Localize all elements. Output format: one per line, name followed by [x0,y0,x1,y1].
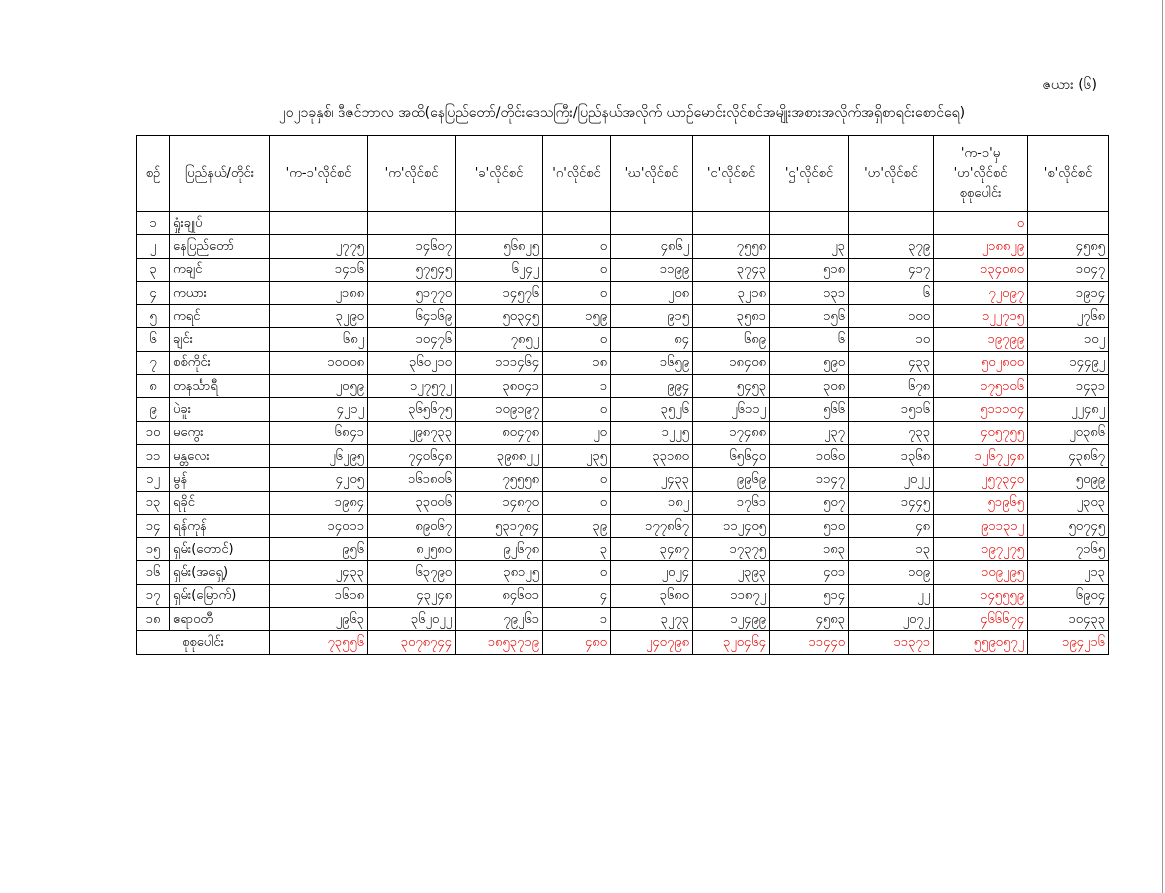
value-cell: ၂၂၄၈၂ [1028,398,1109,421]
value-cell: ၄၁၇ [849,258,934,281]
value-cell: ၁၅၆ [770,305,849,328]
value-cell: ၄၅၈၅ [1028,235,1109,258]
subtotal-cell: ၁၉၇၂၇၅ [934,538,1028,561]
value-cell: ၁၃၁ [770,281,849,304]
value-cell: ၉၅၆ [270,538,368,561]
table-row [137,258,1109,281]
value-cell: ၂၀၅၉ [270,375,368,398]
header-ka-license: 'က'လိုင်စင် [368,136,456,212]
serial-number-cell: ၁၅ [137,538,170,561]
value-cell: ၁၀၉ [849,561,934,584]
value-cell: ၁၄၄၅ [849,491,934,514]
value-cell: ၄၃၃ [849,351,934,374]
total-value-cell: ၁၁၃၇၁ [849,631,934,654]
subtotal-cell: ၁၀၉၂၉၅ [934,561,1028,584]
serial-number-cell: ၄ [137,281,170,304]
value-cell: ၂၁၈၈ [270,281,368,304]
serial-number-cell: ၁၆ [137,561,170,584]
value-cell: ၅၀၃၄၅ [456,305,543,328]
value-cell: ၇၃၃ [849,421,934,444]
header-region: ပြည်နယ်/တိုင်း [170,136,270,212]
header-ttha-license: 'ဌ'လိုင်စင် [770,136,849,212]
serial-number-cell: ၂ [137,235,170,258]
value-cell: ၇၁၆၅ [1028,538,1109,561]
value-cell: ၇၅၅၈ [693,235,770,258]
header-nga-license: 'င'လိုင်စင် [693,136,770,212]
subtotal-cell: ၄၀၅၇၅၅ [934,421,1028,444]
value-cell: ၁၃ [849,538,934,561]
serial-number-cell: ၃ [137,258,170,281]
value-cell: ၀ [543,398,611,421]
region-name-cell: ရှမ်း(မြောက်) [170,584,270,607]
value-cell: ၂၀၂၂ [849,468,934,491]
value-cell: ၄ [543,584,611,607]
value-cell: ၁၄၅၇၆ [456,281,543,304]
value-cell: ၃၂၇၃ [611,608,693,631]
table-row [137,514,1109,537]
total-value-cell: ၃၂၀၄၆၄ [693,631,770,654]
value-cell: ၁၁၉၉ [611,258,693,281]
value-cell [543,212,611,235]
value-cell: ၁၀၄၇၆ [368,328,456,351]
subtotal-cell: ၀ [934,212,1028,235]
value-cell: ၂၃၇ [770,421,849,444]
value-cell: ၃၆၀၂၁၀ [368,351,456,374]
subtotal-cell: ၅၁၉၆၅ [934,491,1028,514]
value-cell: ၆၈၉ [693,328,770,351]
table-row [137,235,1109,258]
value-cell [693,212,770,235]
value-cell [368,212,456,235]
value-cell: ၂၀၇၂ [849,608,934,631]
value-cell: ၀ [543,561,611,584]
serial-number-cell: ၁၀ [137,421,170,444]
value-cell: ၂၀၃၈၆ [1028,421,1109,444]
value-cell: ၁၆၁၈ [270,584,368,607]
value-cell: ၄၃၈၆၇ [1028,444,1109,467]
value-cell: ၃၃၁၈၀ [611,444,693,467]
table-row [137,212,1109,235]
value-cell: ၁၀၂ [1028,328,1109,351]
serial-number-cell: ၉ [137,398,170,421]
value-cell: ၉၉၆၉ [693,468,770,491]
value-cell: ၂၀၂၄ [611,561,693,584]
region-name-cell: မကွေး [170,421,270,444]
value-cell: ၃၃၀၀၆ [368,491,456,514]
total-label-cell: စုစုပေါင်း [137,631,270,654]
value-cell: ၁၂၇၅၇၂ [368,375,456,398]
value-cell: ၁၁၂၄၀၅ [693,514,770,537]
region-name-cell: ရှုံးချုပ် [170,212,270,235]
region-name-cell: တနင်္သာရီ [170,375,270,398]
serial-number-cell: ၇ [137,351,170,374]
value-cell: ၅၁၄ [770,584,849,607]
value-cell: ၀ [543,491,611,514]
value-cell: ၆ [849,281,934,304]
value-cell: ၁၀ [849,328,934,351]
table-row [137,561,1109,584]
value-cell: ၇၄၀၆၄၈ [368,444,456,467]
table-row [137,444,1109,467]
value-cell: ၆၇၈ [849,375,934,398]
total-row [137,631,1109,654]
value-cell: ၅၁၈ [770,258,849,281]
value-cell: ၁၄၄၉၂ [1028,351,1109,374]
value-cell: ၅၇၅၄၅ [368,258,456,281]
value-cell [456,212,543,235]
total-value-cell: ၂၄၀၇၉၈ [611,631,693,654]
value-cell: ၅၀၇၄၅ [1028,514,1109,537]
value-cell: ၃၆၂၀၂၂ [368,608,456,631]
region-name-cell: ဧရာဝတီ [170,608,270,631]
subtotal-cell: ၅၀၂၈၀၀ [934,351,1028,374]
value-cell: ၆၂၄၂ [456,258,543,281]
table-row [137,584,1109,607]
value-cell: ၂၁၃ [1028,561,1109,584]
value-cell: ၃၄၈၇ [611,538,693,561]
value-cell [270,212,368,235]
value-cell: ၈၉၀၆၇ [368,514,456,537]
value-cell: ၉၉၄ [611,375,693,398]
subtotal-cell: ၁၉၇၉၉ [934,328,1028,351]
subtotal-cell: ၂၅၇၃၄၀ [934,468,1028,491]
value-cell: ၁၀၄၃၃ [1028,608,1109,631]
value-cell: ၂၀ [543,421,611,444]
value-cell: ၄၈၆၂ [611,235,693,258]
value-cell: ၅၉၀ [770,351,849,374]
subtotal-cell: ၁၇၅၁၀၆ [934,375,1028,398]
value-cell: ၄၂၀၅ [270,468,368,491]
table-row [137,281,1109,304]
value-cell: ၈၂၅၈၀ [368,538,456,561]
subtotal-cell: ၅၁၁၁၀၄ [934,398,1028,421]
value-cell: ၁၇၆၁ [693,491,770,514]
value-cell: ၃ [543,538,611,561]
value-cell: ၀ [543,328,611,351]
table-row [137,351,1109,374]
value-cell: ၃၉ [543,514,611,537]
value-cell: ၁၃၆၈ [849,444,934,467]
table-row [137,538,1109,561]
value-cell: ၂၉၆၃ [270,608,368,631]
value-cell: ၅၆၆ [770,398,849,421]
value-cell: ၈၄၆၀၁ [456,584,543,607]
value-cell: ၅၁၇၇၀ [368,281,456,304]
region-name-cell: နေပြည်တော် [170,235,270,258]
value-cell: ၃၅၂၆ [611,398,693,421]
value-cell: ၁၄၁၆ [270,258,368,281]
value-cell: ၃၂၁၈ [693,281,770,304]
table-row [137,608,1109,631]
table-row [137,421,1109,444]
value-cell: ၉၂၆၇၈ [456,538,543,561]
region-name-cell: ကရင် [170,305,270,328]
value-cell: ၃၆၈၀ [611,584,693,607]
value-cell: ၁၂၂၅ [611,421,693,444]
value-cell: ၁၉၈၄ [270,491,368,514]
value-cell: ၂၉၈၇၃၃ [368,421,456,444]
document-title: ၂၀၂၁ခုနှစ်၊ ဒီဇင်ဘာလ အထိ(နေပြည်တော်/တိုင်းဒေသကြီး/ပြည်နယ်အလိုက် ယာဉ်မောင်းလိုင်စင်အမျိုးအစားအလိုက်အရှိစာရင်းစောင်ရေ) [278,105,966,121]
header-kha-license: 'ခ'လိုင်စင် [456,136,543,212]
value-cell: ၁၀၉၁၉၇ [456,398,543,421]
serial-number-cell: ၅ [137,305,170,328]
value-cell: ၆၈၂ [270,328,368,351]
header-serial: စဉ် [137,136,170,212]
value-cell: ၉၁၅ [611,305,693,328]
value-cell [1028,212,1109,235]
value-cell: ၃၉၈၈၂၂ [456,444,543,467]
value-cell: ၆ [770,328,849,351]
serial-number-cell: ၆ [137,328,170,351]
value-cell: ၀ [543,468,611,491]
header-subtotal: 'က-၁'မှ 'ဟ'လိုင်စင် စုစုပေါင်း [934,136,1028,212]
value-cell: ၃၈၁၂၅ [456,561,543,584]
value-cell: ၁၉၁၄ [1028,281,1109,304]
value-cell: ၅၃၁၇၈၄ [456,514,543,537]
value-cell [611,212,693,235]
value-cell: ၃၀၈ [770,375,849,398]
value-cell: ၁၀၀၀၈ [270,351,368,374]
value-cell: ၄၂၁၂ [270,398,368,421]
value-cell: ၁၅၁၆ [849,398,934,421]
value-cell: ၁၀၀ [849,305,934,328]
total-value-cell: ၄၈၀ [543,631,611,654]
header-sa-license: 'စ'လိုင်စင် [1028,136,1109,212]
subtotal-cell: ၇၂၀၉၇ [934,281,1028,304]
value-cell: ၁၁၁၄၆၄ [456,351,543,374]
value-cell: ၅၆၈၂၅ [456,235,543,258]
total-value-cell: ၁၁၄၄၀ [770,631,849,654]
value-cell: ၁၁၄၇ [770,468,849,491]
subtotal-cell: ၁၄၅၅၅၉ [934,584,1028,607]
region-name-cell: စစ်ကိုင်း [170,351,270,374]
value-cell: ၅၀၉၉ [1028,468,1109,491]
serial-number-cell: ၁၃ [137,491,170,514]
total-value-cell: ၁၈၅၃၇၁၉ [456,631,543,654]
subtotal-cell: ၉၁၁၃၁၂ [934,514,1028,537]
value-cell: ၆၉၀၄ [1028,584,1109,607]
value-cell: ၈၄ [611,328,693,351]
value-cell: ၀ [543,258,611,281]
serial-number-cell: ၈ [137,375,170,398]
region-name-cell: ရခိုင် [170,491,270,514]
value-cell: ၂၀၈ [611,281,693,304]
header-gha-license: 'ဃ'လိုင်စင် [611,136,693,212]
value-cell: ၁၆၅၉ [611,351,693,374]
value-cell: ၁၄၆၀၇ [368,235,456,258]
value-cell: ၁၇၇၈၆၇ [611,514,693,537]
region-name-cell: ရှမ်း(တောင်) [170,538,270,561]
region-name-cell: ရှမ်း(အရှေ့) [170,561,270,584]
serial-number-cell: ၁၇ [137,584,170,607]
value-cell: ၇၅၅၅၈ [456,468,543,491]
value-cell: ၁ [543,375,611,398]
value-cell: ၁၄၃၁ [1028,375,1109,398]
value-cell: ၂၃၅ [543,444,611,467]
value-cell: ၁၅၉ [543,305,611,328]
total-value-cell: ၅၅၉၀၅၇၂ [934,631,1028,654]
serial-number-cell: ၁၈ [137,608,170,631]
value-cell: ၄၈ [849,514,934,537]
value-cell: ၂၃၀၃ [1028,491,1109,514]
value-cell: ၃၅၈၁ [693,305,770,328]
value-cell: ၈၀၄၇၈ [456,421,543,444]
header-ha-license: 'ဟ'လိုင်စင် [849,136,934,212]
value-cell: ၄၀၁ [770,561,849,584]
value-cell: ၀ [543,235,611,258]
value-cell: ၂၄၃၃ [270,561,368,584]
value-cell: ၂၆၂၉၅ [270,444,368,467]
value-cell: ၄၅၈၃ [770,608,849,631]
value-cell: ၂၇၆၈ [1028,305,1109,328]
subtotal-cell: ၁၂၆၇၂၄၈ [934,444,1028,467]
license-table [136,135,1109,655]
header-ga-license: 'ဂ'လိုင်စင် [543,136,611,212]
value-cell: ၅၄၅၃ [693,375,770,398]
value-cell: ၃၂၉၀ [270,305,368,328]
value-cell: ၂၆၁၁၂ [693,398,770,421]
serial-number-cell: ၁၁ [137,444,170,467]
table-row [137,491,1109,514]
value-cell: ၁၂၄၉၉ [693,608,770,631]
region-name-cell: မန္တလေး [170,444,270,467]
value-cell: ၀ [543,281,611,304]
header-ka1-license: 'က-၁'လိုင်စင် [270,136,368,212]
value-cell: ၂၃၉၃ [693,561,770,584]
value-cell: ၄၃၂၄၈ [368,584,456,607]
region-name-cell: ချင်း [170,328,270,351]
value-cell: ၁၄၀၁၁ [270,514,368,537]
value-cell: ၂၇၇၅ [270,235,368,258]
value-cell: ၆၅၆၄၀ [693,444,770,467]
table-row [137,468,1109,491]
value-cell: ၂၄၃၃ [611,468,693,491]
region-name-cell: ရန်ကုန် [170,514,270,537]
value-cell: ၆၈၄၁ [270,421,368,444]
value-cell [849,212,934,235]
value-cell: ၁၈၄၀၈ [693,351,770,374]
page-edge-line [1162,0,1163,893]
value-cell: ၆၃၇၉၀ [368,561,456,584]
value-cell: ၅၀၇ [770,491,849,514]
subtotal-cell: ၄၆၆၆၇၄ [934,608,1028,631]
region-name-cell: ကချင် [170,258,270,281]
value-cell: ၃၈၀၄၁ [456,375,543,398]
serial-number-cell: ၁၄ [137,514,170,537]
value-cell: ၁၈၂ [611,491,693,514]
value-cell: ၃၇၄၃ [693,258,770,281]
value-cell: ၂၃ [770,235,849,258]
value-cell: ၆၄၁၆၉ [368,305,456,328]
value-cell: ၇၈၅၂ [456,328,543,351]
subtotal-cell: ၁၃၄၀၈၀ [934,258,1028,281]
value-cell: ၁၁၈၇၂ [693,584,770,607]
table-number-label: ဇယား (၆) [1042,77,1097,93]
value-cell: ၁၄၈၇၀ [456,491,543,514]
region-name-cell: ပဲခူး [170,398,270,421]
value-cell: ၁ [543,608,611,631]
table-row [137,328,1109,351]
value-cell: ၃၇၉ [849,235,934,258]
value-cell [770,212,849,235]
serial-number-cell: ၁၂ [137,468,170,491]
value-cell: ၁၈ [543,351,611,374]
value-cell: ၁၇၄၈၈ [693,421,770,444]
table-body [137,212,1109,655]
total-value-cell: ၁၉၄၂၁၆ [1028,631,1109,654]
table-row [137,305,1109,328]
value-cell: ၁၀၄၇ [1028,258,1109,281]
region-name-cell: မွန် [170,468,270,491]
value-cell: ၂၂ [849,584,934,607]
header-row [137,136,1109,212]
subtotal-cell: ၂၁၈၈၂၉ [934,235,1028,258]
table-row [137,398,1109,421]
total-value-cell: ၃၀၇၈၇၄၄ [368,631,456,654]
table-row [137,375,1109,398]
value-cell: ၁၇၃၇၅ [693,538,770,561]
value-cell: ၅၁၀ [770,514,849,537]
total-value-cell: ၇၃၅၅၆ [270,631,368,654]
value-cell: ၇၉၂၆၁ [456,608,543,631]
serial-number-cell: ၁ [137,212,170,235]
value-cell: ၁၈၃ [770,538,849,561]
value-cell: ၃၆၅၆၇၅ [368,398,456,421]
subtotal-cell: ၁၂၂၇၁၅ [934,305,1028,328]
value-cell: ၁၀၆၀ [770,444,849,467]
region-name-cell: ကယား [170,281,270,304]
value-cell: ၁၆၁၈၀၆ [368,468,456,491]
